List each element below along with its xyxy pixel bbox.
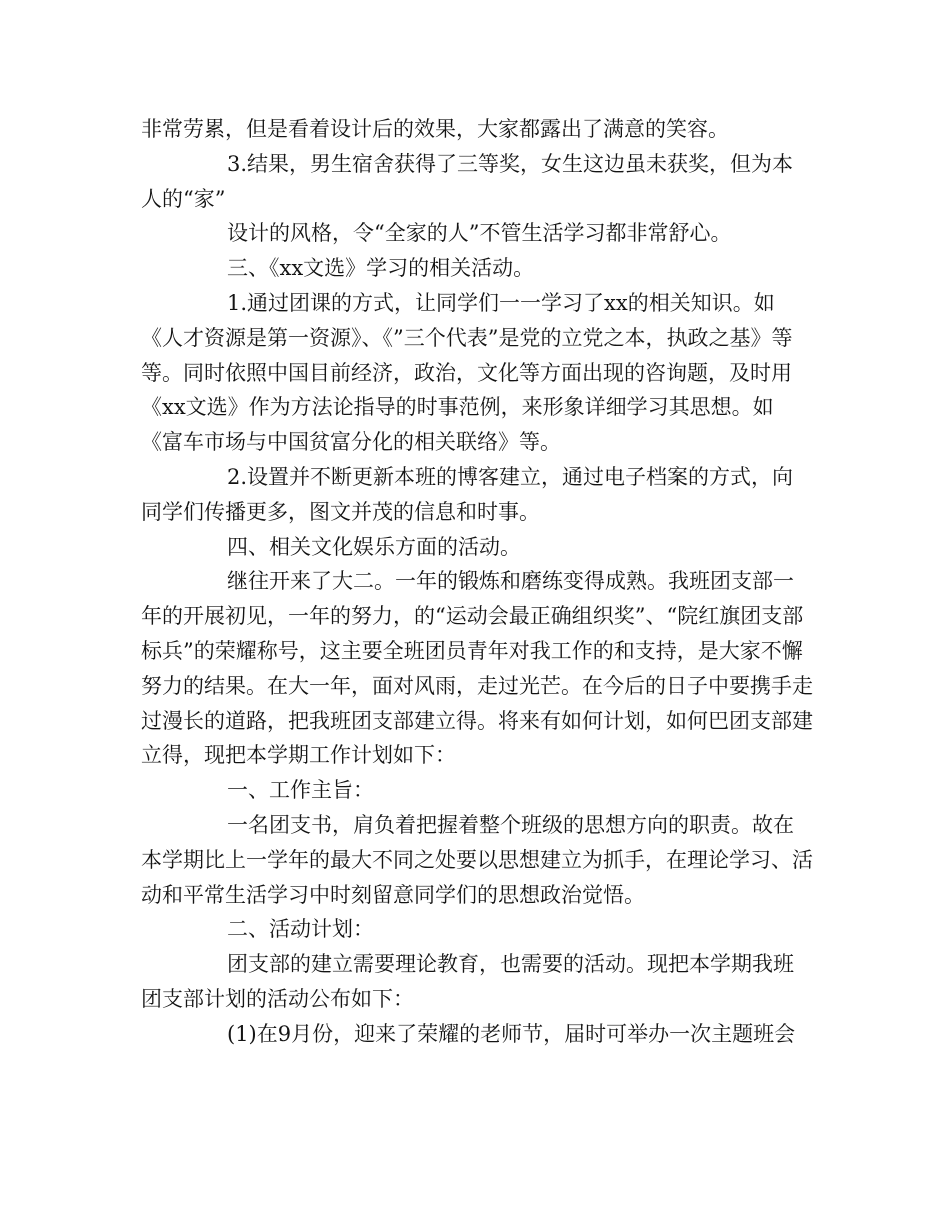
paragraph: 1.通过团课的方式，让同学们一一学习了xx的相关知识。如《人才资源是第一资源》、《”三个代表”是党的立党之本，执政之基》等等。同时依照中国目前经济，政治，文化等方面出现的咨询题，及时用《xx文选》作为方法论指导的时事范例，来形象详细学习其思想。如《富车市场与中国贫富分化的相关联络》等。 xyxy=(141,290,793,455)
paragraph: 一名团支书，肩负着把握着整个班级的思想方向的职责。故在本学期比上一学年的最大不同之处要以思想建立为抓手，在理论学习、活动和平常生活学习中时刻留意同学们的思想政治觉悟。 xyxy=(141,812,813,907)
document-body xyxy=(141,112,813,1052)
paragraph: 非常劳累，但是看着设计后的效果，大家都露出了满意的笑容。 xyxy=(141,117,729,141)
paragraph: (1)在9月份，迎来了荣耀的老师节，届时可举办一次主题班会 xyxy=(227,1021,796,1046)
paragraph: 团支部的建立需要理论教育，也需要的活动。现把本学期我班团支部计划的活动公布如下： xyxy=(141,952,794,1011)
paragraph: 继往开来了大二。一年的锻炼和磨练变得成熟。我班团支部一年的开展初见，一年的努力，的“运动会最正确组织奖”、“院红旗团支部标兵”的荣耀称号，这主要全班团员青年对我工作的和支持，是大家不懈努力的结果。在大一年，面对风雨，走过光芒。在今后的日子中要携手走过漫长的道路，把我班团支部建立得。将来有如何计划，如何巴团支部建立得，现把本学期工作计划如下： xyxy=(141,569,813,768)
section-heading: 三、《xx文选》学习的相关活动。 xyxy=(227,256,535,281)
paragraph: 设计的风格，令“全家的人”不管生活学习都非常舒心。 xyxy=(227,221,732,246)
section-heading: 四、相关文化娱乐方面的活动。 xyxy=(227,534,521,559)
paragraph: 2.设置并不断更新本班的博客建立，通过电子档案的方式，向同学们传播更多，图文并茂的信息和时事。 xyxy=(141,464,794,524)
paragraph: 3.结果，男生宿舍获得了三等奖，女生这边虽未获奖，但为本人的“家” xyxy=(141,151,794,211)
section-heading: 二、活动计划： xyxy=(227,917,374,942)
section-heading: 一、工作主旨： xyxy=(227,778,374,803)
